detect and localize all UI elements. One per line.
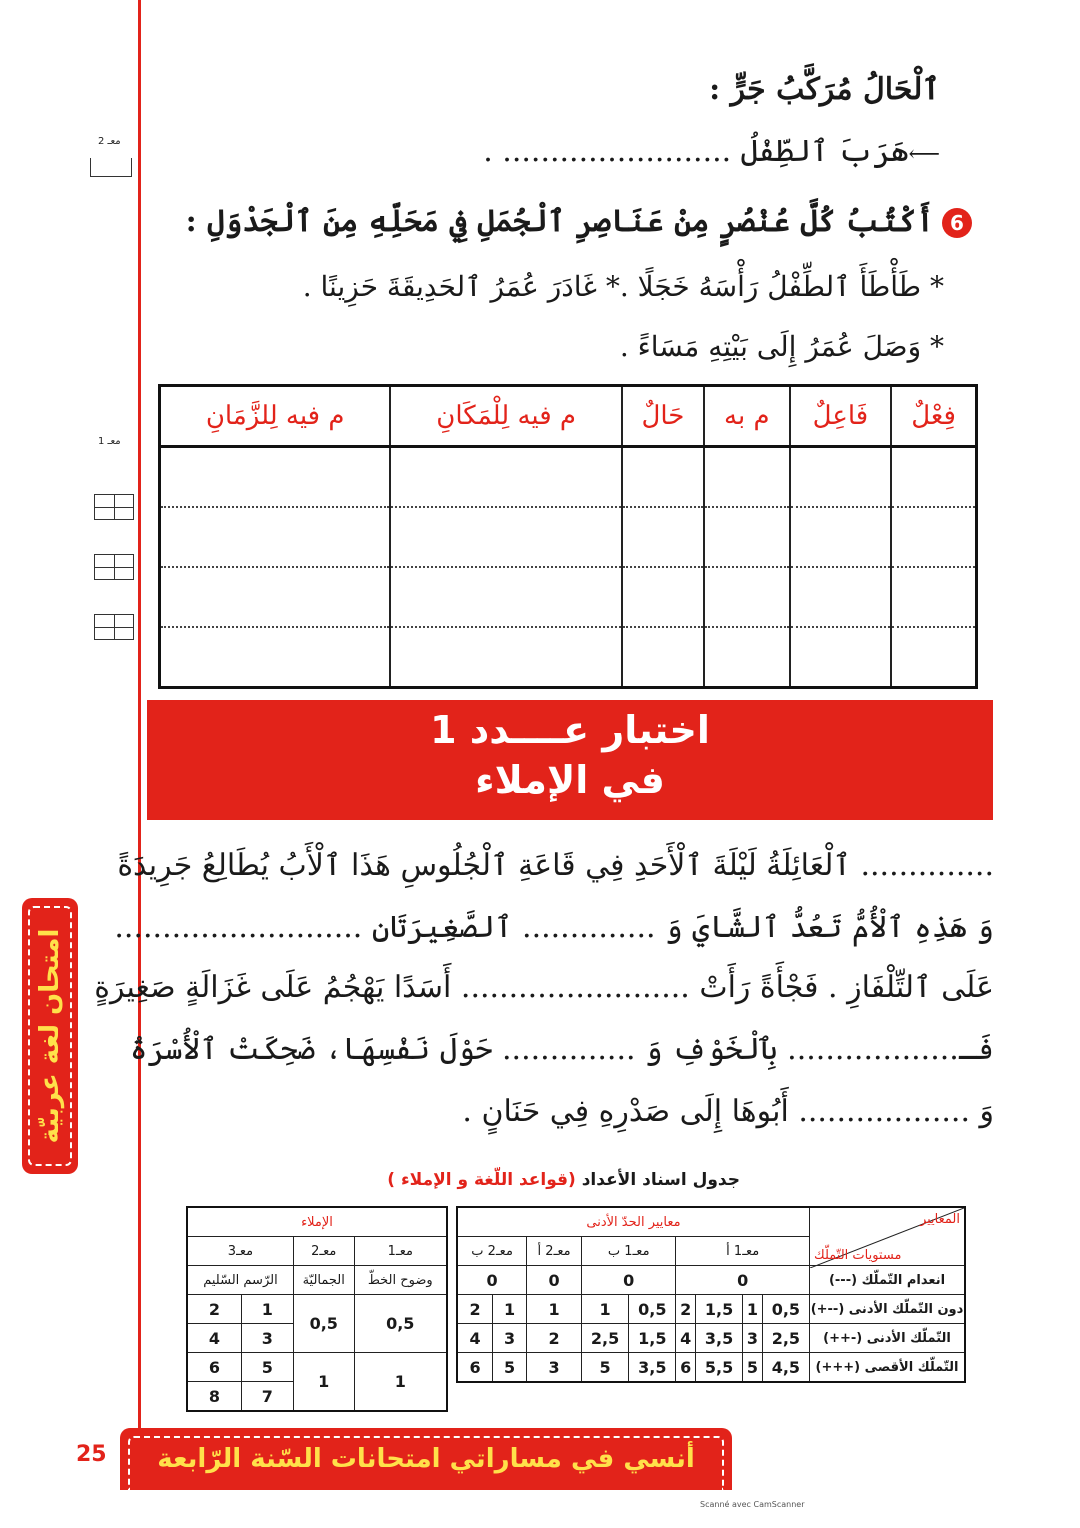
answer-cell[interactable] [160, 507, 391, 567]
level-row: التّملّك الأقصى (+++) 4,5 5 5,5 6 3,5 5 3 5 6 [457, 1353, 965, 1383]
header-time: م فيه لِلزَّمَانِ [160, 386, 391, 447]
answer-row [160, 447, 977, 508]
hal-label: ٱلْحَالُ مُرَكَّبُ جَرٍّ : [709, 72, 940, 107]
example-line [483, 134, 940, 169]
score-grid [94, 494, 134, 520]
answer-cell[interactable] [790, 447, 891, 508]
answer-table [158, 384, 978, 689]
exam-banner [147, 700, 993, 820]
answer-row [160, 507, 977, 567]
criteria-grading-table: المعايير مستويات التّملّك معايير الحدّ الأدنى معـ1 أ معـ1 ب معـ2 أ معـ2 ب انعدام التّملّك (---) 0 0 0 0 دون التّملّك الأدنى (--+) 0,5 1 1,5 2 0,5 1 1 1 2 التّملّك الأدنى (-++) 2,5 3 3,5 4 1,5 2,5 2 3 4 التّملّك الأقصى (+++) 4,5 5 5,5 6 3,5 5 3 5 6 [456, 1206, 966, 1383]
margin-line [138, 0, 141, 1480]
question-instruction: أَكْتُبُ كُلَّ عُنْصُرٍ مِنْ عَنَاصِرِ ٱلْجُمَلِ فِي مَحَلِّهِ مِنَ ٱلْجَدْوَلِ : [185, 204, 934, 239]
answer-cell[interactable] [390, 627, 622, 688]
scan-note: Scanné avec CamScanner [700, 1500, 805, 1509]
answer-cell[interactable] [704, 507, 790, 567]
score-box [90, 158, 132, 177]
answer-cell[interactable] [891, 507, 976, 567]
header-hal: حَالٌ [622, 386, 704, 447]
answer-cell[interactable] [891, 447, 976, 508]
answer-cell[interactable] [891, 567, 976, 627]
criterion-mark: معـ 1 [98, 436, 121, 447]
answer-cell[interactable] [390, 567, 622, 627]
answer-cell[interactable] [622, 567, 704, 627]
answer-cell[interactable] [704, 567, 790, 627]
answer-cell[interactable] [390, 447, 622, 508]
question-number: 6 [942, 208, 972, 238]
subject-tab [22, 898, 78, 1174]
dictation-line: وَ هَذِهِ ٱلْأُمُّ تَعُدُّ ٱلشَّايَ وَ .............. ٱلصَّغِيرَتَانِ .......................... [114, 910, 994, 945]
dictation-line: .............. ٱلْعَائِلَةُ لَيْلَةَ ٱلْأَحَدِ فِي قَاعَةِ ٱلْجُلُوسِ هَذَا ٱلْأَبُ يُطَالِعُ جَرِيدَةً [117, 848, 994, 883]
answer-cell[interactable] [790, 507, 891, 567]
criterion-mark: معـ 2 [98, 136, 121, 147]
level-row: التّملّك الأدنى (-++) 2,5 3 3,5 4 1,5 2,5 2 3 4 [457, 1324, 965, 1353]
answer-row [160, 567, 977, 627]
header-subject: فَاعِلٌ [790, 386, 891, 447]
answer-cell[interactable] [160, 627, 391, 688]
header-place: م فيه لِلْمَكَانِ [390, 386, 622, 447]
answer-cell[interactable] [704, 627, 790, 688]
dictation-header: الإملاء [187, 1207, 447, 1237]
dictation-line: وَ .................. أَبُوهَا إِلَى صَدْرِهِ فِي حَنَانٍ . [462, 1094, 994, 1129]
exam-subtitle: في الإملاء [475, 758, 665, 802]
answer-cell[interactable] [790, 627, 891, 688]
score-grid [94, 614, 134, 640]
answer-row [160, 627, 977, 688]
footer-text: أنسي في مساراتي امتحانات السّنة الرّابعة [157, 1444, 695, 1474]
question-sentence: * وَصَلَ عُمَرُ إِلَى بَيْتِهِ مَسَاءً . [619, 330, 944, 363]
answer-cell[interactable] [790, 567, 891, 627]
footer-banner [120, 1428, 732, 1490]
answer-cell[interactable] [390, 507, 622, 567]
corner-cell: المعايير مستويات التّملّك [810, 1207, 966, 1266]
level-row: دون التّملّك الأدنى (--+) 0,5 1 1,5 2 0,5 1 1 1 2 [457, 1295, 965, 1324]
grading-title: جدول اسناد الأعداد (قواعد اللّغة و الإملاء ) [387, 1170, 740, 1190]
page-number: 25 [76, 1442, 107, 1467]
dictation-grading-table: الإملاء معـ1 معـ2 معـ3 وضوح الخطّ الجماليّة الرّسم السّليم 0,5 0,5 1 2 3 4 1 1 5 6 7 8 [186, 1206, 448, 1412]
answer-cell[interactable] [891, 627, 976, 688]
dictation-line: عَلَى ٱلتِّلْفَازِ . فَجْأَةً رَأَتْ ........................ أَسَدًا يَهْجُمُ عَلَى غَزَالَةٍ صَغِيرَةٍ [94, 970, 994, 1005]
answer-cell[interactable] [704, 447, 790, 508]
exam-title: اختبار عــــدد 1 [430, 708, 710, 752]
header-verb: فِعْلٌ [891, 386, 976, 447]
arrow-left-icon: ⟵ [908, 142, 940, 167]
score-grid [94, 554, 134, 580]
min-criteria-header: معايير الحدّ الأدنى [457, 1207, 810, 1237]
level-row: انعدام التّملّك (---) 0 0 0 0 [457, 1266, 965, 1295]
answer-cell[interactable] [622, 447, 704, 508]
answer-cell[interactable] [622, 627, 704, 688]
example-text: هَرَبَ ٱلطِّفْلُ ........................ . [483, 134, 909, 169]
subject-tab-label: امتحان لغة عربيّة [35, 928, 65, 1144]
header-object: م به [704, 386, 790, 447]
answer-cell[interactable] [160, 447, 391, 508]
answer-cell[interactable] [622, 507, 704, 567]
dictation-line: فَـ.................. بِٱلْخَوْفِ وَ .............. حَوْلَ نَفْسِهَا، ضَحِكَتْ ٱلْأُسْرَةُ [129, 1032, 994, 1067]
question-sentence: * طَأْطَأَ ٱلطِّفْلُ رَأْسَهُ خَجَلًا .* غَادَرَ عُمَرُ ٱلحَدِيقَةَ حَزِينًا . [302, 270, 944, 303]
answer-cell[interactable] [160, 567, 391, 627]
